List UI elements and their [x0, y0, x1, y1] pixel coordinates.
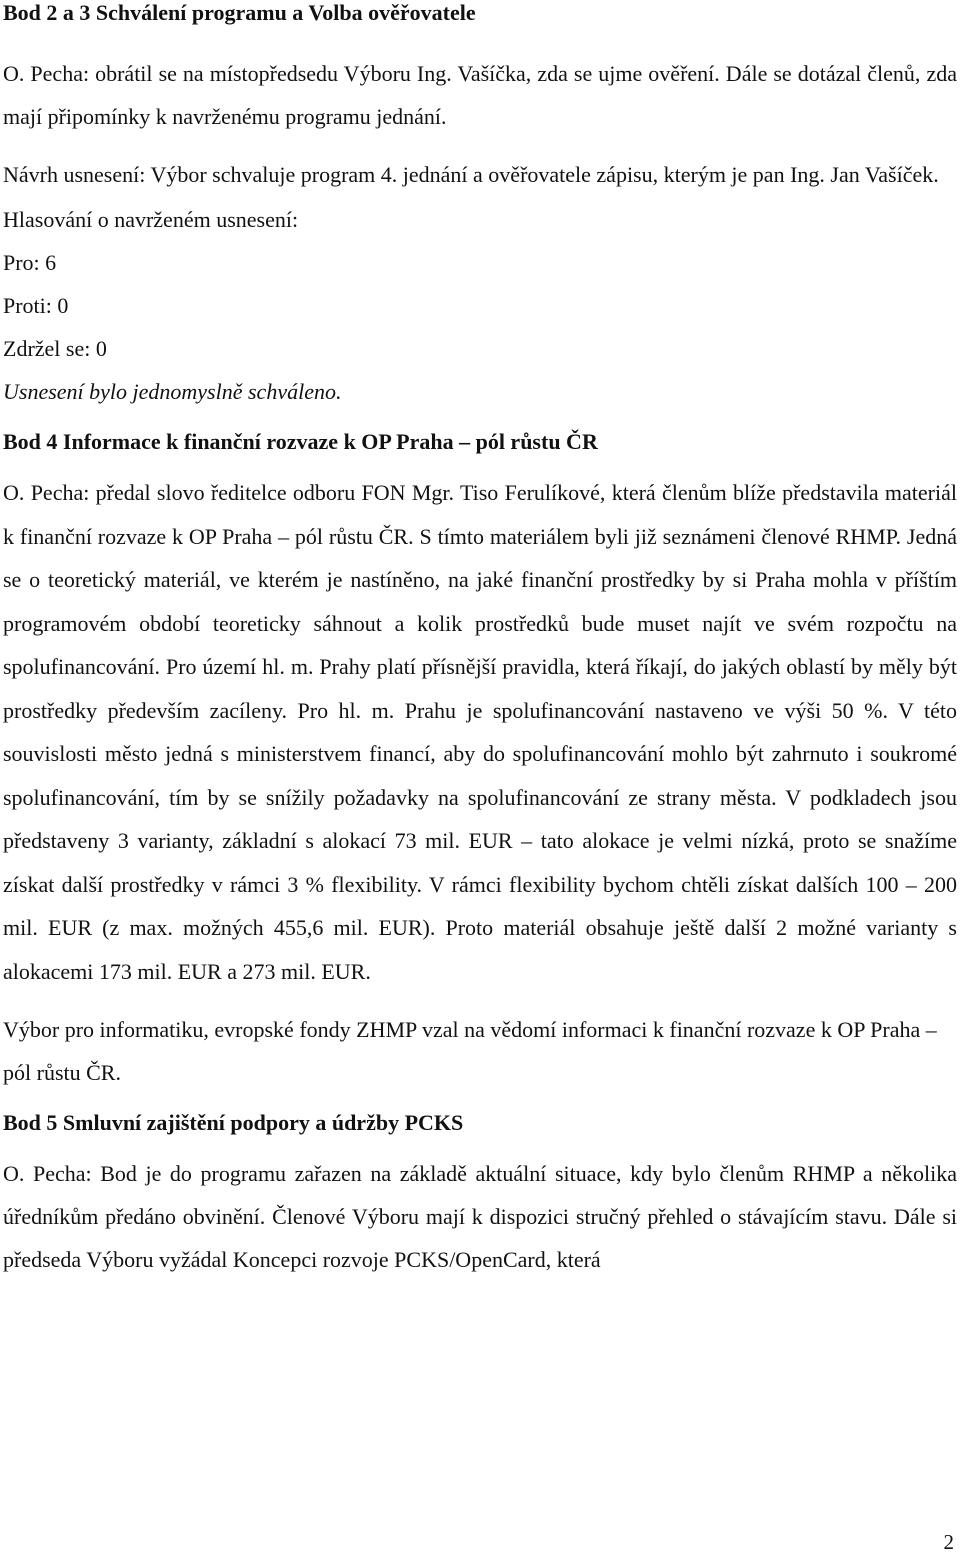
paragraph-bod-4-body: O. Pecha: předal slovo ředitelce odboru FON Mgr. Tiso Ferulíkové, která členům blíže představila materiál k finanční rozvaze k OP Praha – pól růstu ČR. S tímto materiálem byli již seznámeni členové RHMP. Jedná se o teoretický materiál, ve kterém je nastíněno, na jaké finanční prostředky by si Praha mohla v příštím programovém období teoreticky sáhnout a kolik prostředků bude muset najít ve svém rozpočtu na spolufinancování. Pro území hl. m. Prahy platí přísnější pravidla, která říkají, do jakých oblastí by měly být prostředky především zacíleny. Pro hl. m. Prahu je spolufinancování nastaveno ve výši 50 %. V této souvislosti město jedná s ministerstvem financí, aby do spolufinancování mohlo být zahrnuto i soukromé spolufinancování, tím by se snížily požadavky na spolufinancování ze strany města. V podkladech jsou představeny 3 varianty, základní s alokací 73 mil. EUR – tato alokace je velmi nízká, proto se snažíme získat další prostředky v rámci 3 % flexibility. V rámci flexibility bychom chtěli získat dalších 100 – 200 mil. EUR (z max. možných 455,6 mil. EUR). Proto materiál obsahuje ještě další 2 možné varianty s alokacemi 173 mil. EUR a 273 mil. EUR. — [3, 480, 957, 984]
votes-against: Proti: 0 — [3, 293, 69, 318]
section-heading-bod-5: Bod 5 Smluvní zajištění podpory a údržby PCKS — [3, 1110, 464, 1135]
document-page — [3, 0, 957, 1281]
section-heading-bod-4: Bod 4 Informace k finanční rozvaze k OP Praha – pól růstu ČR — [3, 429, 598, 454]
paragraph-bod-4-conclusion: Výbor pro informatiku, evropské fondy ZHMP vzal na vědomí informaci k finanční rozvaze k OP Praha – pól růstu ČR. — [3, 1017, 937, 1085]
paragraph-proposal: Návrh usnesení: Výbor schvaluje program 4. jednání a ověřovatele zápisu, kterým je pan Ing. Jan Vašíček. — [3, 162, 939, 187]
page-number: 2 — [943, 1530, 954, 1554]
votes-for: Pro: 6 — [3, 250, 57, 275]
voting-label: Hlasování o navrženém usnesení: — [3, 207, 299, 232]
votes-abstained: Zdržel se: 0 — [3, 336, 107, 361]
resolution-result: Usnesení bylo jednomyslně schváleno. — [3, 379, 342, 404]
paragraph-intro: O. Pecha: obrátil se na místopředsedu Výboru Ing. Vašíčka, zda se ujme ověření. Dále se dotázal členů, zda mají připomínky k navrženému programu jednání. — [3, 61, 957, 129]
paragraph-bod-5-body: O. Pecha: Bod je do programu zařazen na základě aktuální situace, kdy bylo členům RHMP a několika úředníkům předáno obvinění. Členové Výboru mají k dispozici stručný přehled o stávajícím stavu. Dále si předseda Výboru vyžádal Koncepci rozvoje PCKS/OpenCard, která — [3, 1161, 957, 1272]
section-heading-bod-2-3: Bod 2 a 3 Schválení programu a Volba ověřovatele — [3, 0, 476, 25]
